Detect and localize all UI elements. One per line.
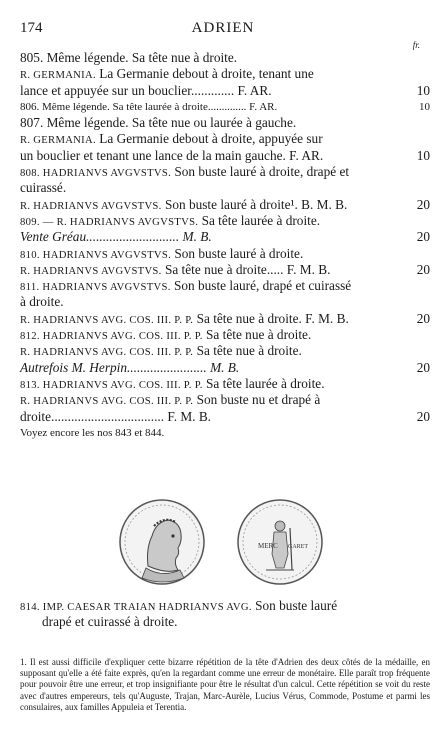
coin-reverse-image	[236, 498, 324, 586]
entry-814-line-2: drapé et cuirassé à droite.	[42, 614, 178, 630]
price-value: 20	[416, 408, 430, 424]
legend-text: R. HADRIANVS AVGVSTVS.	[20, 200, 162, 212]
legend-text: 808. HADRIANVS AVGVSTVS.	[20, 168, 172, 180]
legend-text: R. HADRIANVS AVG. COS. III. P. P.	[20, 314, 194, 326]
entry-line	[20, 229, 430, 245]
description-text: Sa tête nue à droite..... F. M. B.	[164, 261, 331, 277]
legend-text: 812. HADRIANVS AVG. COS. III. P. P.	[20, 331, 203, 343]
description-text: Autrefois M. Herpin........................ M. B.	[20, 359, 240, 375]
price-value: 10	[416, 147, 430, 163]
legend-text: R. HADRIANVS AVG. COS. III. P. P.	[20, 396, 194, 408]
legend-text: R. GERMANIA.	[20, 70, 96, 82]
description-text: Son buste lauré à droite.	[174, 245, 304, 261]
entry-line	[20, 278, 430, 294]
description-text: Sa tête nue à droite.	[206, 327, 312, 343]
legend-text: 813. HADRIANVS AVG. COS. III. P. P.	[20, 379, 203, 391]
description-text: Voyez encore les nos 843 et 844.	[20, 426, 165, 439]
description-text: Son buste lauré à droite¹. B. M. B.	[164, 196, 348, 212]
price-value: 20	[416, 229, 430, 245]
coin-field-text-1: MERC	[258, 542, 278, 550]
description-text: 805. Même légende. Sa tête nue à droite.	[20, 50, 238, 65]
entry-line	[20, 115, 430, 131]
entry-line	[20, 83, 430, 99]
legend-text: 810. HADRIANVS AVGVSTVS.	[20, 249, 172, 261]
entry-line	[20, 180, 430, 196]
price-column-label: fr.	[412, 40, 420, 50]
footnote: 1. Il est aussi difficile d'expliquer cette bizarre répétition de la tête d'Adrien des deux côtés de la médaille, en supposant qu'elle a été faite exprès, qu'en la regardant comme une erreur de monétaire. Elle paraît trop fréquente pour pouvoir être une erreur, et trop insignifiante pour être le résultat d'un calcul. Cette répétition se voit du reste avec d'autres empereurs, tels qu'Auguste, Trajan, Marc-Aurèle, Lucius Vérus, Commode, Postume et parmi les consulaires, aux familles Appuleia et Terentia.	[20, 657, 430, 712]
entry-line	[20, 327, 430, 343]
coin-obverse-image	[118, 498, 206, 586]
description-text: Sa tête nue à droite.	[196, 343, 302, 359]
entry-line	[20, 148, 430, 164]
description-text: lance et appuyée sur un bouclier............. F. AR.	[20, 82, 272, 98]
entry-line	[20, 392, 430, 408]
legend-text: 811. HADRIANVS AVGVSTVS.	[20, 282, 171, 294]
entry-line	[20, 360, 430, 376]
entry-line	[20, 99, 430, 115]
entry-line	[20, 66, 430, 82]
coin-field-text-2: GARET	[288, 544, 308, 550]
coin-illustrations	[0, 498, 446, 588]
entry-814	[20, 598, 430, 631]
entry-line	[20, 197, 430, 213]
entry-line	[20, 213, 430, 229]
description-text: un bouclier et tenant une lance de la main gauche. F. AR.	[20, 147, 324, 163]
entry-line	[20, 343, 430, 359]
entry-line	[20, 409, 430, 425]
page-number: 174	[20, 20, 43, 36]
description-text: La Germanie debout à droite, appuyée sur	[99, 131, 323, 147]
description-text: Sa tête laurée à droite.	[201, 212, 321, 228]
legend-text: R. GERMANIA.	[20, 135, 96, 147]
description-text: droite.................................. F. M. B.	[20, 408, 212, 424]
description-text: Son buste lauré, drapé et cuirassé	[173, 278, 352, 294]
entry-line	[20, 50, 430, 66]
description-text: 806. Même légende. Sa tête laurée à droite.............. F. AR.	[20, 100, 278, 113]
description-text: Sa tête nue à droite. F. M. B.	[196, 310, 349, 326]
price-value: 10	[419, 100, 430, 113]
entry-814-line-1: 814. IMP. CAESAR TRAIAN HADRIANVS AVG. Son buste lauré	[20, 598, 338, 613]
price-value: 20	[416, 310, 430, 326]
description-text: cuirassé.	[20, 180, 67, 196]
description-text: à droite.	[20, 294, 64, 310]
price-value: 20	[416, 196, 430, 212]
entry-line	[20, 376, 430, 392]
legend-text: 809. — R. HADRIANVS AVGVSTVS.	[20, 216, 199, 228]
entry-line	[20, 294, 430, 310]
description-text: 807. Même légende. Sa tête nue ou laurée à gauche.	[20, 115, 297, 131]
page-title: ADRIEN	[191, 20, 255, 36]
price-value: 10	[416, 82, 430, 98]
price-value: 20	[416, 359, 430, 375]
description-text: Son buste nu et drapé à	[196, 392, 321, 408]
legend-text: R. HADRIANVS AVGVSTVS.	[20, 265, 162, 277]
entry-line	[20, 311, 430, 327]
entry-line	[20, 425, 430, 441]
description-text: Vente Gréau............................ M. B.	[20, 229, 212, 245]
description-text: La Germanie debout à droite, tenant une	[99, 66, 314, 82]
entry-line	[20, 246, 430, 262]
entry-line	[20, 164, 430, 180]
description-text: Son buste lauré à droite, drapé et	[174, 164, 350, 180]
entry-line	[20, 131, 430, 147]
price-value: 20	[416, 261, 430, 277]
legend-text: R. HADRIANVS AVG. COS. III. P. P.	[20, 347, 194, 359]
entry-line	[20, 262, 430, 278]
catalogue-entries	[20, 50, 430, 441]
running-header	[20, 20, 426, 50]
description-text: Sa tête laurée à droite.	[206, 375, 325, 391]
